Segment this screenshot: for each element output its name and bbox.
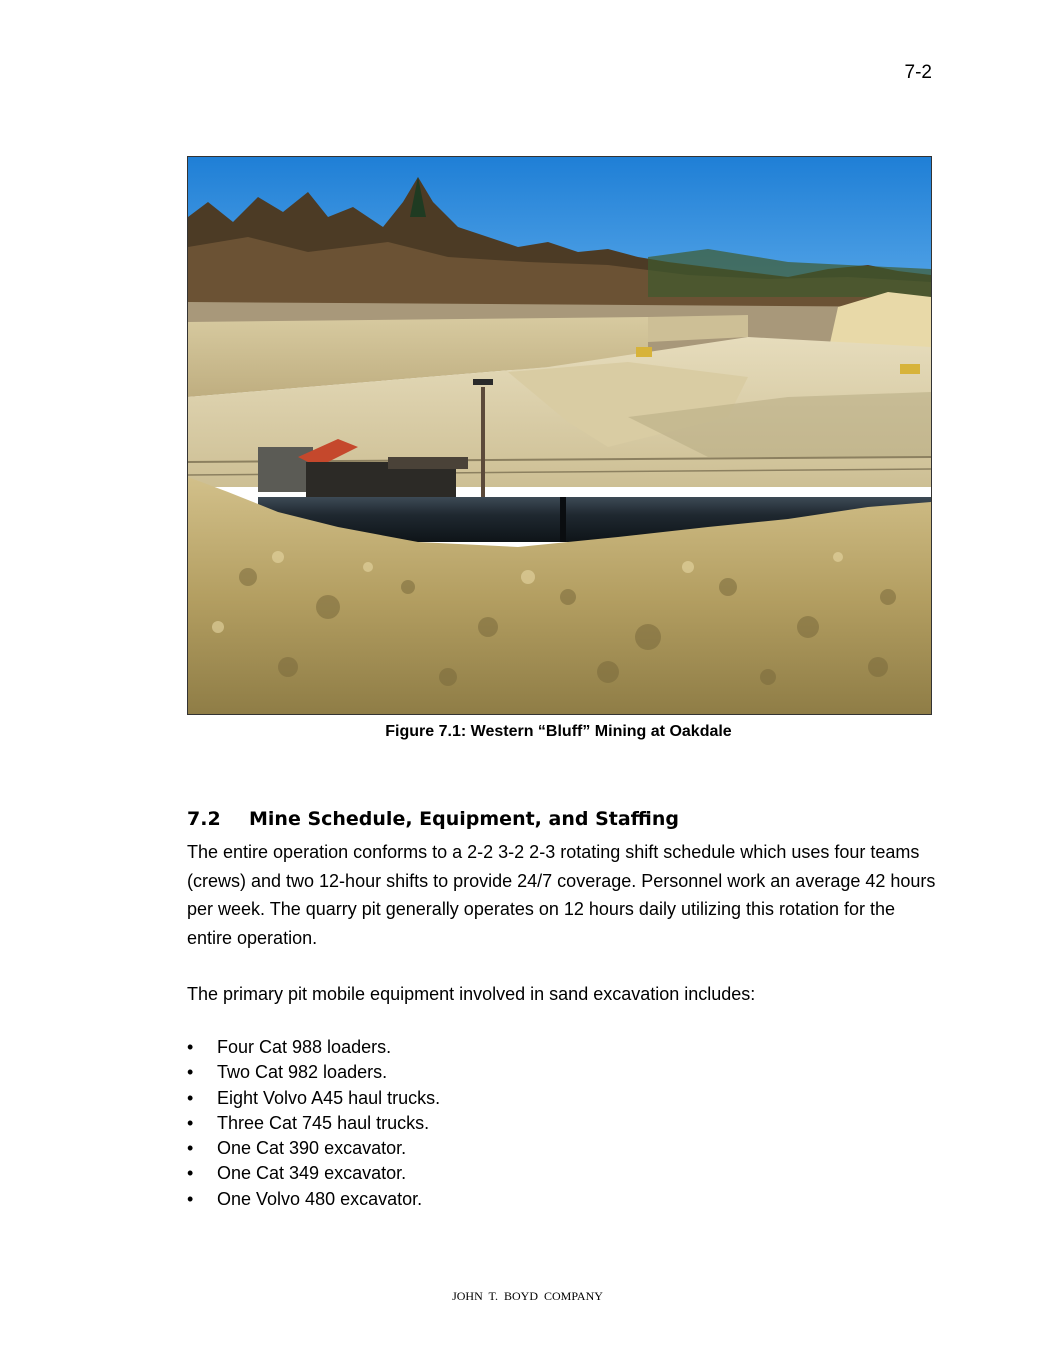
paragraph-equipment-intro: The primary pit mobile equipment involved in sand excavation includes: <box>187 984 756 1004</box>
page-number: 7-2 <box>904 62 932 83</box>
list-item <box>187 1136 440 1161</box>
list-item-text: One Volvo 480 excavator. <box>217 1188 423 1209</box>
section-title: Mine Schedule, Equipment, and Staffing <box>249 808 679 830</box>
bullet-icon: • <box>187 1037 194 1057</box>
list-item-text: One Cat 390 excavator. <box>217 1138 407 1159</box>
list-item-text: Four Cat 988 loaders. <box>217 1037 392 1057</box>
list-item-text: Two Cat 982 loaders. <box>217 1062 388 1083</box>
list-item <box>187 1161 440 1186</box>
list-item <box>187 1060 440 1085</box>
list-item <box>187 1187 440 1212</box>
bullet-icon: • <box>187 1138 194 1159</box>
bullet-icon: • <box>187 1163 194 1184</box>
bullet-icon: • <box>187 1188 194 1209</box>
list-item-text: Eight Volvo A45 haul trucks. <box>217 1087 441 1108</box>
section-heading <box>187 808 679 830</box>
bullet-icon: • <box>187 1112 194 1133</box>
figure-caption: Figure 7.1: Western “Bluff” Mining at Oakdale <box>385 723 732 740</box>
list-item <box>187 1035 440 1060</box>
section-number: 7.2 <box>187 808 221 830</box>
bullet-icon: • <box>187 1087 194 1108</box>
bullet-icon: • <box>187 1062 194 1083</box>
list-item <box>187 1111 440 1136</box>
equipment-list <box>187 1035 440 1212</box>
paragraph-shift-schedule: The entire operation conforms to a 2-2 3-2 2-3 rotating shift schedule which uses four teams (crews) and two 12-hour shifts to provide 24/7 coverage. Personnel work an average 42 hours per week. The quarry pit generally operates on 12 hours daily utilizing this rotation for the entire operation. <box>187 842 936 948</box>
footer-company: JOHN T. BOYD COMPANY <box>452 1289 603 1303</box>
quarry-photo <box>187 156 932 715</box>
list-item-text: One Cat 349 excavator. <box>217 1163 407 1184</box>
list-item-text: Three Cat 745 haul trucks. <box>217 1112 430 1133</box>
list-item <box>187 1086 440 1111</box>
